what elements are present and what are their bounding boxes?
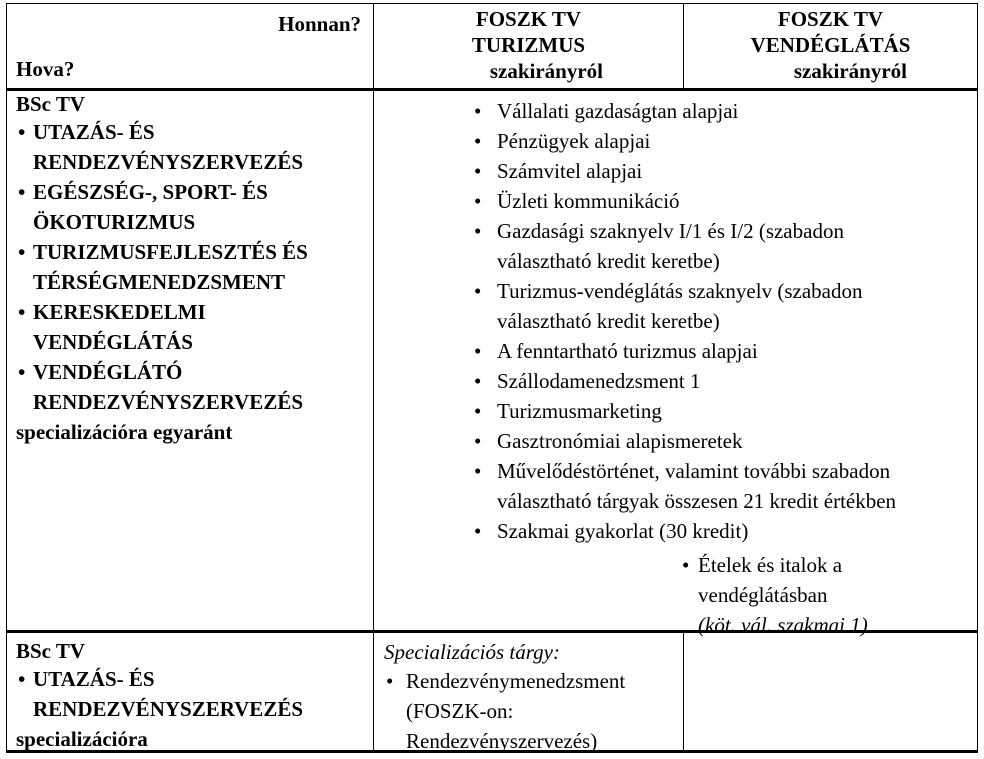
row1-footer: specializációra egyaránt <box>16 420 233 444</box>
bullet-icon: • <box>18 360 26 384</box>
subject-item <box>466 126 976 156</box>
subject-item <box>466 96 976 126</box>
specialization-item <box>16 237 371 297</box>
specialization-line: RENDEZVÉNYSZERVEZÉS <box>33 150 304 174</box>
subject-line: Művelődéstörténet, valamint további szabadon <box>497 459 891 483</box>
subject-line: választható kredit keretbe) <box>497 309 720 333</box>
subject-line: Számvitel alapjai <box>497 159 643 183</box>
subject-item <box>466 336 976 366</box>
bullet-icon: • <box>386 669 394 693</box>
subject-line: Turizmusmarketing <box>497 399 662 423</box>
row2-spec-line2: RENDEZVÉNYSZERVEZÉS <box>33 697 304 721</box>
extra-subject-line1: Ételek és italok a <box>698 553 843 577</box>
row1-program-title: BSc TV <box>16 92 86 116</box>
subject-line: Gazdasági szaknyelv I/1 és I/2 (szabadon <box>497 219 844 243</box>
header-turizmus-line3: szakirányról <box>489 59 603 83</box>
bullet-icon: • <box>474 369 482 393</box>
specialization-line: TÉRSÉGMENEDZSMENT <box>33 270 286 294</box>
subject-line: A fenntartható turizmus alapjai <box>497 339 758 363</box>
specialization-line: TURIZMUSFEJLESZTÉS ÉS <box>33 240 308 264</box>
bullet-icon: • <box>474 159 482 183</box>
header-vendeglatas-line2: VENDÉGLÁTÁS <box>750 33 911 57</box>
bullet-icon: • <box>474 459 482 483</box>
spec-subject-line2: (FOSZK-on: <box>406 699 514 723</box>
specialization-line: ÖKOTURIZMUS <box>33 210 196 234</box>
table-border-left <box>6 3 7 753</box>
column-divider-2-row2 <box>683 631 684 751</box>
bullet-icon: • <box>474 219 482 243</box>
specialization-line: EGÉSZSÉG-, SPORT- ÉS <box>33 180 268 204</box>
column-divider-1 <box>373 3 374 753</box>
subject-item <box>466 216 976 276</box>
row2-subject-cell <box>384 638 682 756</box>
row2-specialization <box>16 664 371 724</box>
subject-line: Turizmus-vendéglátás szaknyelv (szabadon <box>497 279 863 303</box>
header-corner-cell <box>6 3 373 89</box>
subject-line: választható tárgyak összesen 21 kredit értékben <box>497 489 897 513</box>
bullet-icon: • <box>18 300 26 324</box>
specialization-line: RENDEZVÉNYSZERVEZÉS <box>33 390 304 414</box>
bullet-icon: • <box>18 240 26 264</box>
header-turizmus-line1: FOSZK TV <box>475 7 582 31</box>
bullet-icon: • <box>474 519 482 543</box>
subject-item <box>466 366 976 396</box>
subject-item <box>466 186 976 216</box>
specialization-item <box>16 177 371 237</box>
subject-line: Gasztronómiai alapismeretek <box>497 429 743 453</box>
row2-program-cell <box>16 638 371 754</box>
spec-subject-line3: Rendezvényszervezés) <box>406 729 598 753</box>
specialization-item <box>16 357 371 417</box>
spec-subject-label: Specializációs tárgy: <box>384 640 560 664</box>
specialization-item <box>16 297 371 357</box>
bullet-icon: • <box>474 129 482 153</box>
honnan-label: Honnan? <box>278 12 361 36</box>
bullet-icon: • <box>18 667 26 691</box>
subject-item <box>466 396 976 426</box>
bullet-icon: • <box>474 339 482 363</box>
header-turizmus-cell <box>374 6 683 84</box>
subject-line: Üzleti kommunikáció <box>497 189 680 213</box>
subject-line: Vállalati gazdaságtan alapjai <box>497 99 739 123</box>
subject-line: Szakmai gyakorlat (30 kredit) <box>497 519 749 543</box>
row1-subject-list <box>466 96 976 546</box>
specialization-line: KERESKEDELMI <box>33 300 206 324</box>
bullet-icon: • <box>682 553 690 577</box>
spec-subject-line1: Rendezvénymenedzsment <box>406 669 626 693</box>
row2-spec-line1: UTAZÁS- ÉS <box>33 667 155 691</box>
subject-line: Szállodamenedzsment 1 <box>497 369 701 393</box>
table-border-right <box>977 3 978 753</box>
row1-program-cell <box>16 92 371 447</box>
transfer-table <box>6 3 978 753</box>
extra-subject-note: (köt. vál. szakmai 1) <box>698 613 868 637</box>
extra-subject-line2: vendéglátásban <box>698 583 828 607</box>
specialization-line: VENDÉGLÁTÁS <box>33 330 193 354</box>
subject-item <box>466 156 976 186</box>
subject-line: Pénzügyek alapjai <box>497 129 651 153</box>
subject-line: választható kredit keretbe) <box>497 249 720 273</box>
bullet-icon: • <box>18 120 26 144</box>
bullet-icon: • <box>474 399 482 423</box>
header-turizmus-line2: TURIZMUS <box>471 33 586 57</box>
subject-item <box>466 276 976 336</box>
header-vendeglatas-cell <box>684 6 977 84</box>
subject-item <box>466 456 976 516</box>
bullet-icon: • <box>18 180 26 204</box>
bullet-icon: • <box>474 429 482 453</box>
bullet-icon: • <box>474 279 482 303</box>
bullet-icon: • <box>474 189 482 213</box>
specialization-item <box>16 117 371 177</box>
row1-subjects-cell <box>466 96 976 546</box>
header-vendeglatas-line3: szakirányról <box>793 59 907 83</box>
specialization-line: UTAZÁS- ÉS <box>33 120 155 144</box>
row2-footer: specializációra <box>16 727 148 751</box>
row2-program-title: BSc TV <box>16 639 86 663</box>
hova-label: Hova? <box>16 57 75 81</box>
bullet-icon: • <box>474 99 482 123</box>
extra-subject <box>682 550 976 640</box>
spec-subject-item <box>384 666 682 756</box>
subject-item <box>466 516 976 546</box>
subject-item <box>466 426 976 456</box>
header-vendeglatas-line1: FOSZK TV <box>777 7 884 31</box>
row1-specialization-list <box>16 117 371 417</box>
specialization-line: VENDÉGLÁTÓ <box>33 360 183 384</box>
